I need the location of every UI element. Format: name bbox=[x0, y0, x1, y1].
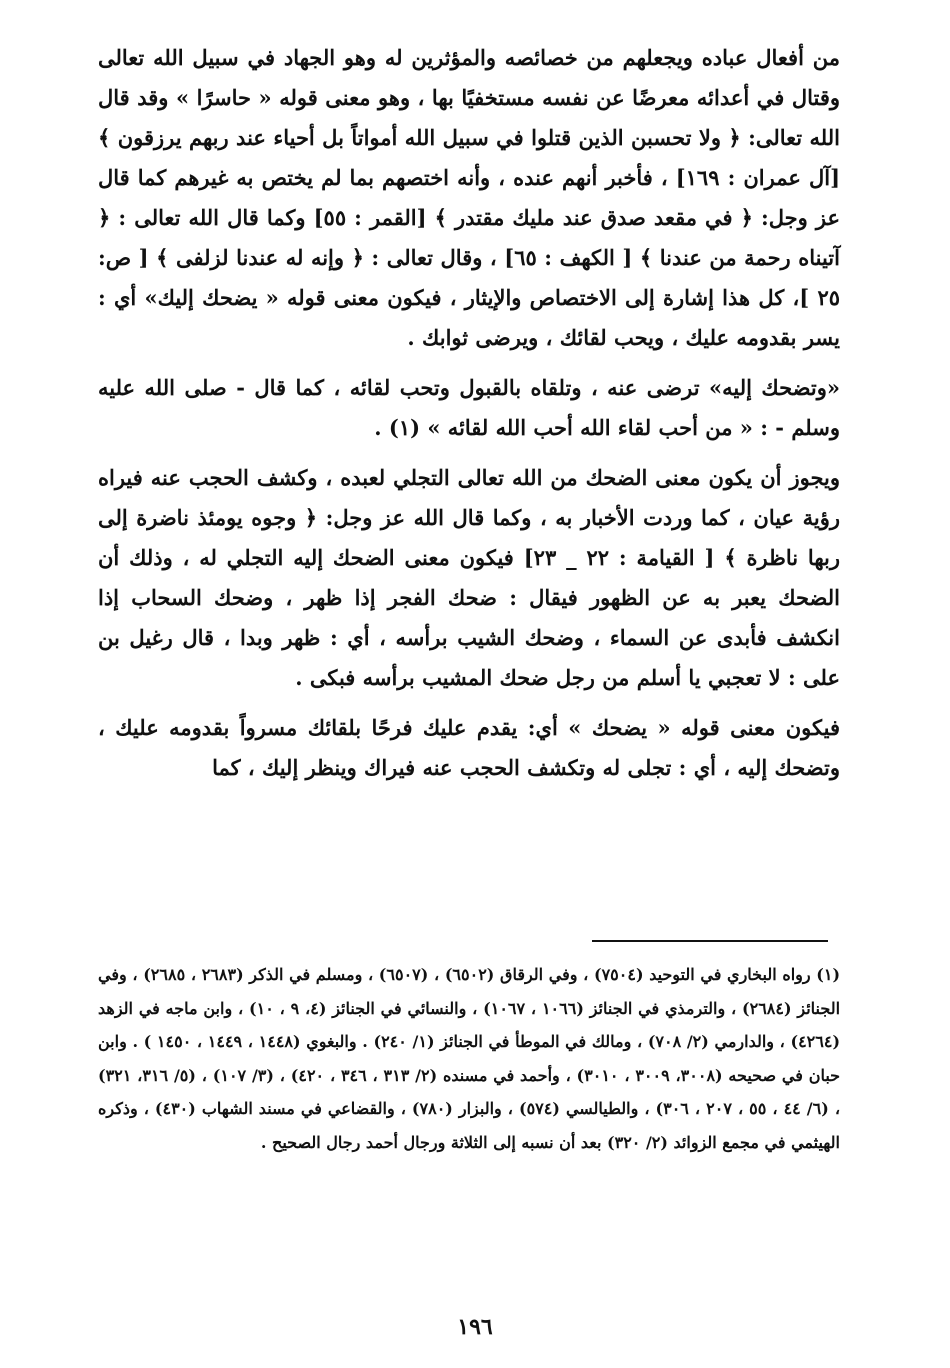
footnote-separator bbox=[592, 940, 828, 942]
paragraph-1: من أفعال عباده ويجعلهم من خصائصه والمؤثرين له وهو الجهاد في سبيل الله تعالى وقتال في أعدائه معرضًا عن نفسه مستخفيًا بها ، وهو معنى قوله « حاسرًا » وقد قال الله تعالى: ﴿ ولا تحسبن الذين قتلوا في سبيل الله أمواتاً بل أحياء عند ربهم يرزقون ﴾ [آل عمران : ١٦٩] ، فأخبر أنهم عنده ، وأنه اختصهم بما لم يختص به غيرهم كما قال عز وجل: ﴿ في مقعد صدق عند مليك مقتدر ﴾ [القمر : ٥٥] وكما قال الله تعالى : ﴿ آتيناه رحمة من عندنا ﴾ [ الكهف : ٦٥] ، وقال تعالى : ﴿ وإنه له عندنا لزلفى ﴾ [ ص: ٢٥ ]، كل هذا إشارة إلى الاختصاص والإيثار ، فيكون معنى قوله « يضحك إليك» أي : يسر بقدومه عليك ، ويحب لقائك ، ويرضى ثوابك . bbox=[98, 45, 841, 350]
footnote-1: (١) رواه البخاري في التوحيد (٧٥٠٤) ، وفي الرقاق (٦٥٠٢) ، (٦٥٠٧) ، ومسلم في الذكر (٢٦٨٣ ، ٢٦٨٥) ، وفي الجنائز (٢٦٨٤) ، والترمذي في الجنائز (١٠٦٦ ، ١٠٦٧) ، والنسائي في الجنائز (٤، ٩ ، ١٠) ، وابن ماجه في الزهد (٤٢٦٤) ، والدارمي (٢/ ٧٠٨) ، ومالك في الموطأ في الجنائز (١/ ٢٤٠) . والبغوي (١٤٤٨ ، ١٤٤٩ ، ١٤٥٠ ) . وابن حبان في صحيحه (٣٠٠٨، ٣٠٠٩ ، ٣٠١٠) ، وأحمد في مسنده (٢/ ٣١٣ ، ٣٤٦ ، ٤٢٠) ، (٣/ ١٠٧) ، (٥/ ٣١٦، ٣٢١) ، (٦/ ٤٤ ، ٥٥ ، ٢٠٧ ، ٣٠٦) ، والطيالسي (٥٧٤) ، والبزار (٧٨٠) ، والقضاعي في مسند الشهاب (٤٣٠) ، وذكره الهيثمي في مجمع الزوائد (٢/ ٣٢٠) بعد أن نسبه إلى الثلاثة ورجال أحمد رجال الصحيح . bbox=[98, 965, 841, 1152]
page-number: ١٩٦ bbox=[457, 1314, 493, 1340]
paragraph-2: «وتضحك إليه» ترضى عنه ، وتلقاه بالقبول وتحب لقائه ، كما قال - صلى الله عليه وسلم - : « من أحب لقاء الله أحب الله لقائه » (١) . bbox=[98, 375, 840, 440]
paragraph-4: فيكون معنى قوله « يضحك » أي: يقدم عليك فرحًا بلقائك مسرواً بقدومه عليك ، وتضحك إليه ، أي : تجلى له وتكشف الحجب عنه فيراك وينظر إليك ، كما bbox=[98, 715, 840, 780]
paragraph-3: ويجوز أن يكون معنى الضحك من الله تعالى التجلي لعبده ، وكشف الحجب عنه فيراه رؤية عيان ، كما وردت الأخبار به ، وكما قال الله عز وجل: ﴿ وجوه يومئذ ناضرة إلى ربها ناظرة ﴾ [ القيامة : ٢٢ _ ٢٣] فيكون معنى الضحك إليه التجلي له ، وذلك أن الضحك يعبر به عن الظهور فيقال : ضحك الفجر إذا ظهر ، وضحك السحاب إذا انكشف فأبدى عن السماء ، وضحك الشيب برأسه ، أي : ظهر وبدا ، قال رغيل بن على : لا تعجبي يا أسلم من رجل ضحك المشيب برأسه فبكى . bbox=[98, 465, 840, 690]
main-text-body bbox=[98, 38, 840, 798]
footnotes bbox=[98, 958, 840, 1159]
